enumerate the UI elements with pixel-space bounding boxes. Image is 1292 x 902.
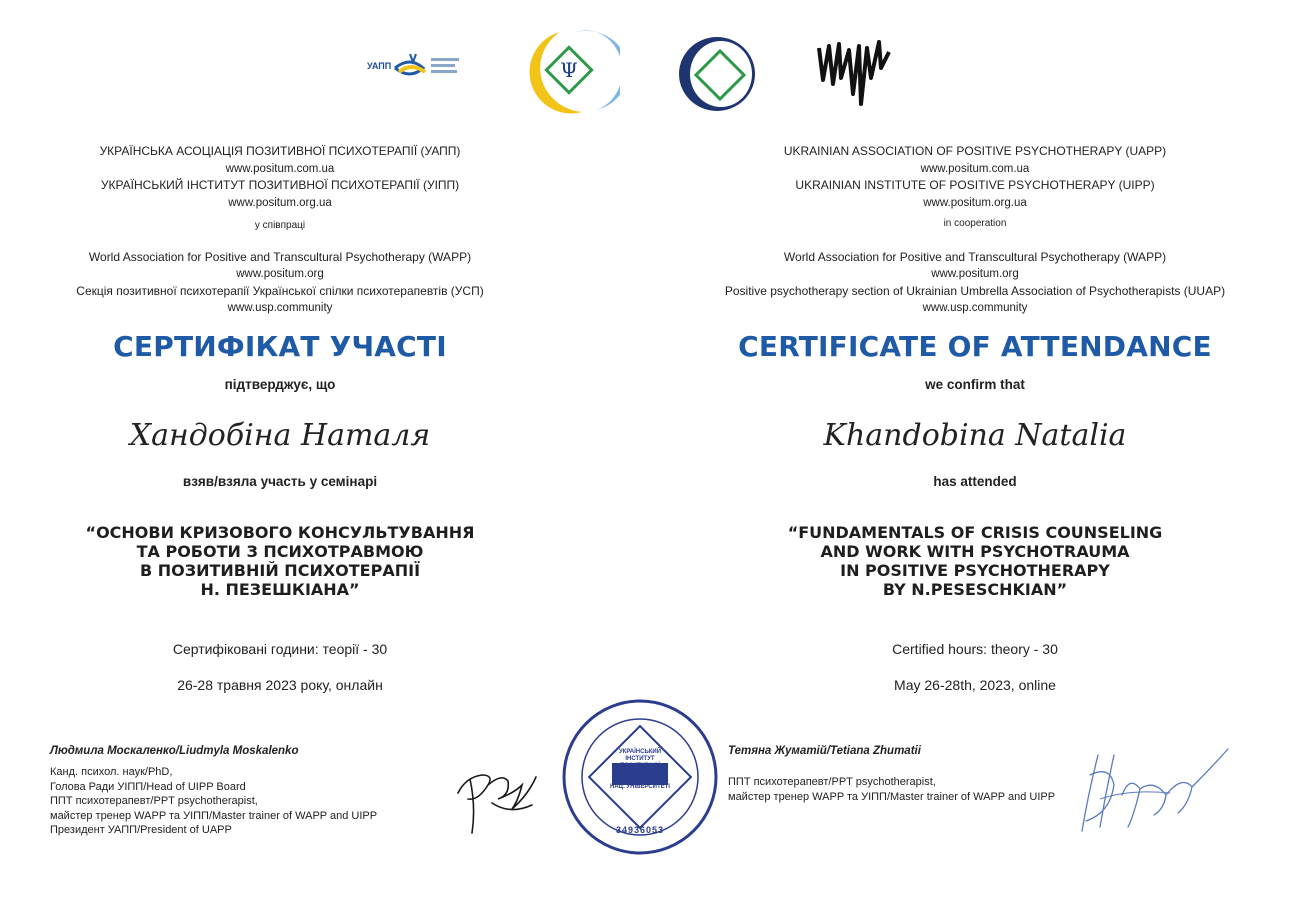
right-seminar-line: “FUNDAMENTALS OF CRISIS COUNSELING — [787, 523, 1163, 542]
right-org2-url: www.positum.org.ua — [923, 197, 1027, 209]
right-org3-url: www.positum.org — [931, 268, 1019, 280]
left-org1-url: www.positum.com.ua — [225, 163, 335, 175]
left-signer-name: Людмила Москаленко/Liudmyla Moskalenko — [50, 745, 299, 757]
left-signer-credentials — [50, 765, 470, 838]
left-seminar-line: ТА РОБОТИ З ПСИХОТРАВМОЮ — [136, 542, 424, 561]
right-org1-url: www.positum.com.ua — [920, 163, 1030, 175]
left-hours: Сертифіковані години: теорії - 30 — [172, 641, 388, 657]
right-org3: World Association for Positive and Transcultural Psychotherapy (WAPP) — [783, 250, 1167, 264]
right-seminar-line: BY N.PESESCHKIAN” — [882, 580, 1068, 599]
left-seminar-title — [40, 523, 520, 599]
left-signer-block — [50, 745, 470, 838]
left-org4: Секція позитивної психотерапії Української спілки психотерапевтів (УСП) — [76, 284, 484, 298]
seal-line: ПОЗИТИВНОЇ — [619, 763, 661, 769]
right-attended-text: has attended — [933, 474, 1017, 489]
left-org2-url: www.positum.org.ua — [228, 197, 332, 209]
right-date: May 26-28th, 2023, online — [894, 677, 1056, 693]
left-signature — [448, 755, 548, 840]
left-certificate-title: СЕРТИФІКАТ УЧАСТІ — [113, 330, 447, 363]
uapp-logo-text: УАПП — [367, 61, 392, 71]
left-seminar-line: “ОСНОВИ КРИЗОВОГО КОНСУЛЬТУВАННЯ — [85, 523, 475, 542]
right-signer-name: Тетяна Жуматій/Tetiana Zhumatii — [728, 745, 921, 757]
official-seal — [560, 697, 720, 857]
right-confirm-text: we confirm that — [925, 377, 1025, 392]
seal-line: УКРАЇНСЬКИЙ — [618, 749, 662, 755]
right-org4-url: www.usp.community — [922, 302, 1028, 314]
right-hours: Certified hours: theory - 30 — [892, 641, 1058, 657]
left-recipient-name: Хандобіна Наталя — [129, 418, 431, 453]
diamond-logo — [675, 34, 765, 114]
left-org4-url: www.usp.community — [227, 302, 333, 314]
left-org2: УКРАЇНСЬКИЙ ІНСТИТУТ ПОЗИТИВНОЇ ПСИХОТЕРАПІЇ (УІПП) — [100, 178, 460, 192]
uapp-logo — [365, 48, 465, 88]
left-org3-url: www.positum.org — [236, 268, 324, 280]
left-org3: World Association for Positive and Transcultural Psychotherapy (WAPP) — [88, 250, 472, 264]
left-date: 26-28 травня 2023 року, онлайн — [177, 677, 383, 693]
left-org-block — [40, 142, 520, 160]
psi-logo — [520, 28, 620, 114]
left-org1: УКРАЇНСЬКА АСОЦІАЦІЯ ПОЗИТИВНОЇ ПСИХОТЕРАПІЇ (УАПП) — [99, 144, 461, 158]
right-org1: UKRAINIAN ASSOCIATION OF POSITIVE PSYCHOTHERAPY (UAPP) — [783, 144, 1167, 158]
left-signer-line: ППТ психотерапевт/PPT psychotherapist, — [50, 795, 258, 807]
upp-logo — [815, 38, 895, 110]
left-signer-line: майстер тренер WAPP та УІПП/Master trainer of WAPP and UIPP — [50, 809, 378, 822]
right-signer-line: ППТ психотерапевт/PPT psychotherapist, — [728, 776, 936, 788]
seal-line: ІНСТИТУТ — [625, 756, 655, 762]
right-seminar-line: AND WORK WITH PSYCHOTRAUMA — [820, 542, 1130, 561]
left-seminar-line: В ПОЗИТИВНІЙ ПСИХОТЕРАПІЇ — [139, 561, 421, 580]
seal-center-text — [604, 749, 676, 791]
right-certificate-title: CERTIFICATE OF ATTENDANCE — [738, 330, 1212, 363]
left-signer-line: Президент УАПП/President of UAPP — [50, 824, 232, 836]
left-seminar-line: Н. ПЕЗЕШКІАНА” — [200, 580, 360, 599]
right-coop: in cooperation — [943, 218, 1007, 229]
left-signer-line: Канд. психол. наук/PhD, — [50, 766, 173, 778]
right-seminar-line: IN POSITIVE PSYCHOTHERAPY — [840, 561, 1110, 580]
right-signer-line: майстер тренер WAPP та УІПП/Master trainer of WAPP and UIPP — [728, 790, 1056, 803]
left-confirm-text: підтверджує, що — [224, 377, 336, 392]
seal-code: 34936053 — [615, 825, 665, 835]
right-recipient-name: Khandobina Natalia — [823, 418, 1127, 453]
left-attended-text: взяв/взяла участь у семінарі — [182, 474, 378, 489]
right-org2: UKRAINIAN INSTITUTE OF POSITIVE PSYCHOTHERAPY (UIPP) — [795, 178, 1155, 192]
right-signature — [1070, 735, 1235, 840]
right-org4: Positive psychotherapy section of Ukrainian Umbrella Association of Psychotherapists (UUAP) — [724, 284, 1226, 298]
seal-line: ПСИХОТЕРАПІЇ — [617, 770, 663, 776]
right-seminar-title — [695, 523, 1255, 599]
left-coop: у співпраці — [254, 220, 306, 231]
left-signer-line: Голова Ради УІПП/Head of UIPP Board — [50, 780, 246, 793]
svg-text:Ψ: Ψ — [560, 58, 578, 82]
seal-line: НАЦ. УНІВЕРСИТЕТІ — [610, 784, 670, 790]
seal-line: ПРИ ОДЕСЬКОМУ — [613, 777, 667, 783]
